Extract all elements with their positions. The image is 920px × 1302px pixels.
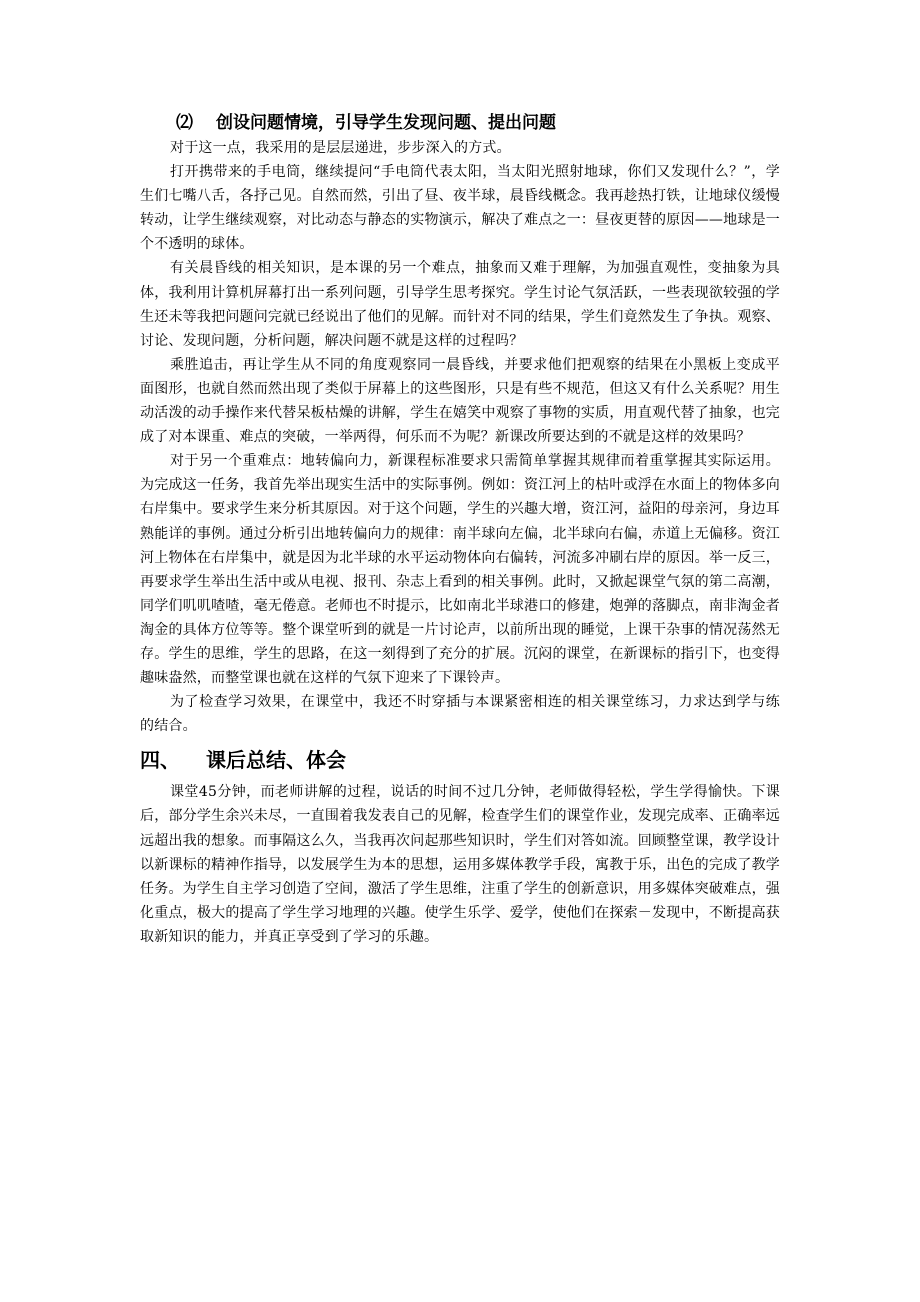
section-title: 课后总结、体会 [206,748,346,773]
paragraph: 对于另一个重难点：地转偏向力，新课程标准要求只需简单掌握其规律而着重掌握其实际运用。为完成这一任务，我首先举出现实生活中的实际事例。例如：资江河上的枯叶或浮在水面上的物体多向右岸集中。要求学生来分析其原因。对于这个问题，学生的兴趣大增，资江河，益阳的母亲河，身边耳熟能详的事例。通过分析引出地转偏向力的规律：南半球向左偏，北半球向右偏，赤道上无偏移。资江河上物体在右岸集中，就是因为北半球的水平运动物体向右偏转，河流多冲刷右岸的原因。举一反三，再要求学生举出生活中或从电视、报刊、杂志上看到的相关事例。此时，又掀起课堂气氛的第二高潮，同学们叽叽喳喳，毫无倦意。老师也不时提示，比如南北半球港口的修建，炮弹的落脚点，南非淘金者淘金的具体方位等等。整个课堂听到的就是一片讨论声，以前所出现的睡觉，上课干杂事的情况荡然无存。学生的思维，学生的思路，在这一刻得到了充分的扩展。沉闷的课堂，在新课标的指引下，也变得趣味盎然，而整堂课也就在这样的气氛下迎来了下课铃声。 [140,453,780,687]
section-number: 四、 [140,748,180,773]
paragraph: 打开携带来的手电筒，继续提问“手电筒代表太阳，当太阳光照射地球，你们又发现什么？”，学生们七嘴八舌，各抒己见。自然而然，引出了昼、夜半球，晨昏线概念。我再趁热打铁，让地球仪缓慢转动，让学生继续观察，对比动态与静态的实物演示，解决了难点之一：昼夜更替的原因——地球是一个不透明的球体。 [140,164,780,253]
paragraph: 乘胜追击，再让学生从不同的角度观察同一晨昏线，并要求他们把观察的结果在小黑板上变成平面图形，也就自然而然出现了类似于屏幕上的这些图形，只是有些不规范，但这又有什么关系呢？用生动活泼的动手操作来代替呆板枯燥的讲解，学生在嬉笑中观察了事物的实质，用直观代替了抽象，也完成了对本课重、难点的突破，一举两得，何乐而不为呢？新课改所要达到的不就是这样的效果吗？ [140,356,780,446]
paragraph: 对于这一点，我采用的是层层递进，步步深入的方式。 [170,140,511,156]
paragraph: 有关晨昏线的相关知识，是本课的另一个难点，抽象而又难于理解，为加强直观性，变抽象为具体，我利用计算机屏幕打出一系列问题，引导学生思考探究。学生讨论气氛活跃，一些表现欲较强的学生还未等我把问题问完就已经说出了他们的见解。而针对不同的结果，学生们竟然发生了争执。观察、讨论、发现问题，分析问题，解决问题不就是这样的过程吗？ [140,260,780,349]
subsection-heading [176,110,780,136]
document-body [140,110,780,949]
subsection-title: 创设问题情境，引导学生发现问题、提出问题 [216,113,556,133]
paragraph: 课堂45分钟，而老师讲解的过程，说话的时间不过几分钟，老师做得轻松，学生学得愉快。下课后，部分学生余兴未尽，一直围着我发表自己的见解，检查学生们的课堂作业，发现完成率、正确率远远超出我的想象。而事隔这么久，当我再次问起那些知识时，学生们对答如流。回顾整堂课，教学设计以新课标的精神作指导，以发展学生为本的思想，运用多媒体教学手段，寓教于乐，出色的完成了教学任务。为学生自主学习创造了空间，激活了学生思维，注重了学生的创新意识，用多媒体突破难点，强化重点，极大的提高了学生学习地理的兴趣。使学生乐学、爱学，使他们在探索－发现中，不断提高获取新知识的能力，并真正享受到了学习的乐趣。 [140,784,780,945]
section-heading [140,740,780,780]
paragraph: 为了检查学习效果，在课堂中，我还不时穿插与本课紧密相连的相关课堂练习，力求达到学与练的结合。 [140,694,780,735]
subsection-number: ⑵ [176,113,193,133]
